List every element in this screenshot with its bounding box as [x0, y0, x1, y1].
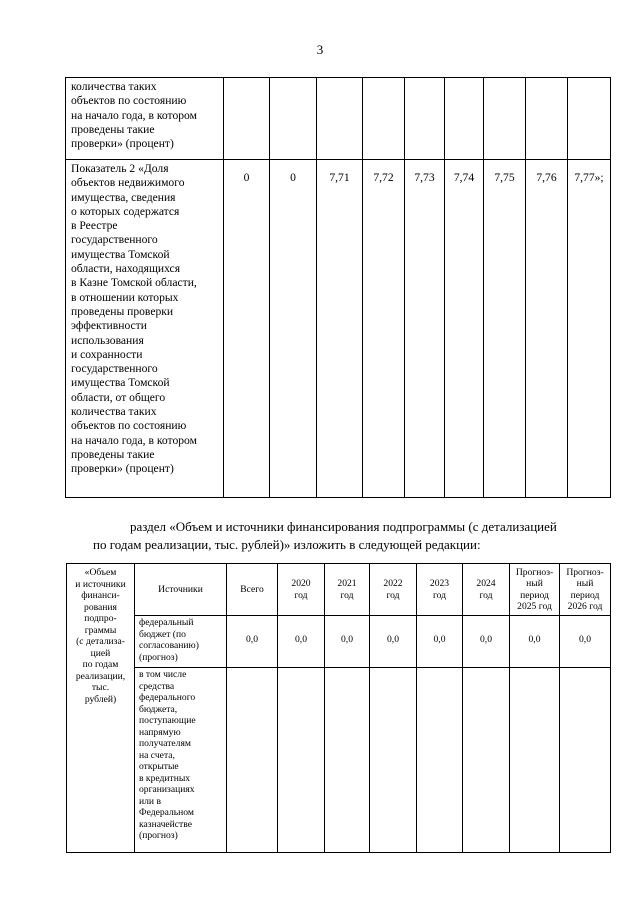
- label-line: объектов по состоянию: [71, 419, 187, 433]
- source-line: федеральный: [139, 617, 194, 628]
- header-line: 2026 год: [567, 601, 603, 612]
- value-cell: 7,75: [484, 160, 526, 498]
- header-line: ный: [576, 578, 594, 589]
- value-cell: 0,0: [370, 616, 417, 668]
- empty-cell: [227, 668, 278, 853]
- empty-cell: [405, 78, 445, 160]
- label-line: проверки» (процент): [71, 137, 174, 151]
- source-line: открытые: [139, 761, 179, 772]
- empty-cell: [568, 78, 611, 160]
- empty-cell: [560, 668, 611, 853]
- source-line: поступающие: [139, 715, 196, 726]
- source-line: Федеральном: [139, 807, 194, 818]
- label-line: в Реестре: [71, 219, 118, 233]
- label-line: реализации,: [75, 670, 126, 682]
- label-line: рублей): [84, 693, 117, 705]
- value-cell: 0: [270, 160, 317, 498]
- label-line: государственного: [71, 233, 158, 247]
- indicator-label-cell: [66, 78, 224, 160]
- value-cell: 7,71: [317, 160, 363, 498]
- table-row: [67, 668, 611, 853]
- empty-cell: [463, 668, 510, 853]
- source-line: или в: [139, 795, 161, 807]
- header-line: год: [294, 589, 308, 601]
- header-line: год: [386, 589, 400, 601]
- label-line: о которых содержатся: [71, 204, 180, 218]
- label-line: рования: [84, 601, 117, 613]
- label-line: граммы: [84, 624, 117, 636]
- paragraph-line: раздел «Объем и источники финансирования подпрограммы (с детализацией: [130, 519, 557, 534]
- source-line: в кредитных: [139, 772, 191, 784]
- empty-cell: [484, 78, 526, 160]
- label-line: «Объем: [84, 567, 117, 578]
- paragraph-line: по годам реализации, тыс. рублей)» изложить в следующей редакции:: [93, 537, 481, 552]
- header-line: год: [479, 589, 493, 601]
- label-line: на начало года, в котором: [71, 108, 197, 122]
- source-cell: [135, 616, 227, 668]
- header-line: 2021: [337, 578, 357, 589]
- label-line: Показатель 2 «Доля: [71, 162, 169, 175]
- value-cell: 0,0: [417, 616, 463, 668]
- empty-cell: [417, 668, 463, 853]
- value-cell: 7,76: [526, 160, 568, 498]
- label-line: в Казне Томской области,: [71, 276, 197, 290]
- source-line: получателям: [139, 738, 191, 749]
- source-line: (прогноз): [139, 830, 178, 841]
- value-cell: 0,0: [463, 616, 510, 668]
- label-line: объектов недвижимого: [71, 176, 185, 190]
- value-cell: 0,0: [560, 616, 611, 668]
- table-header-row: [67, 564, 611, 616]
- source-cell: [135, 668, 227, 853]
- source-line: казначействе: [139, 818, 192, 830]
- label-line: государственного: [71, 362, 158, 376]
- table-row: [66, 160, 611, 498]
- header-line: период: [570, 589, 600, 601]
- label-line: проведены такие: [71, 122, 155, 136]
- indicator-label-cell: [66, 160, 224, 498]
- empty-cell: [325, 668, 370, 853]
- source-line: согласованию): [139, 640, 199, 651]
- label-line: подпро-: [84, 613, 117, 624]
- label-line: имущества Томской: [71, 376, 170, 390]
- source-line: бюджет (по: [139, 628, 186, 640]
- value-cell: 7,73: [405, 160, 445, 498]
- empty-cell: [270, 78, 317, 160]
- header-2023: [417, 564, 463, 616]
- empty-cell: [363, 78, 405, 160]
- table-row: [67, 616, 611, 668]
- value-cell: 0,0: [227, 616, 278, 668]
- value-cell: 0,0: [278, 616, 325, 668]
- empty-cell: [526, 78, 568, 160]
- value-cell: 0,0: [325, 616, 370, 668]
- label-line: на начало года, в котором: [71, 433, 197, 447]
- label-line: финанси-: [81, 590, 120, 601]
- indicators-table: [65, 77, 611, 498]
- source-line: на счета,: [139, 749, 175, 761]
- source-line: федерального: [139, 692, 196, 703]
- header-forecast-2025: [510, 564, 560, 616]
- label-line: объектов по состоянию: [71, 94, 187, 108]
- label-line: количества таких: [71, 405, 157, 419]
- label-line: количества таких: [71, 80, 157, 93]
- header-line: 2022: [383, 578, 403, 589]
- empty-cell: [224, 78, 270, 160]
- header-line: 2020: [291, 578, 311, 589]
- value-cell: 0: [224, 160, 270, 498]
- header-sources: Источники: [135, 564, 227, 616]
- label-line: цией: [90, 647, 111, 659]
- label-line: проверки» (процент): [71, 462, 174, 476]
- source-line: напрямую: [139, 726, 181, 738]
- value-cell: 7,77»;: [568, 160, 611, 498]
- header-forecast-2026: [560, 564, 611, 616]
- source-line: в том числе: [139, 669, 187, 680]
- empty-cell: [370, 668, 417, 853]
- header-line: 2023: [429, 578, 450, 589]
- label-line: использования: [71, 333, 144, 347]
- label-line: области, находящихся: [71, 262, 181, 276]
- page-number: 3: [316, 42, 324, 57]
- header-line: Прогноз-: [566, 566, 604, 578]
- label-line: (с детализа-: [76, 636, 125, 647]
- header-2020: [278, 564, 325, 616]
- label-line: по годам: [82, 659, 119, 670]
- source-line: средства: [139, 680, 175, 692]
- label-line: проведены такие: [71, 447, 155, 461]
- header-line: год: [432, 589, 447, 601]
- header-line: период: [520, 589, 549, 601]
- label-line: имущества Томской: [71, 247, 170, 261]
- empty-cell: [317, 78, 363, 160]
- header-line: 2024: [476, 578, 496, 589]
- value-cell: 7,74: [445, 160, 484, 498]
- empty-cell: [445, 78, 484, 160]
- label-line: имущества, сведения: [71, 190, 176, 204]
- header-total: Всего: [227, 564, 278, 616]
- header-2024: [463, 564, 510, 616]
- header-line: Прогноз-: [515, 566, 554, 578]
- header-2022: [370, 564, 417, 616]
- amendment-paragraph: [93, 518, 613, 554]
- header-line: год: [340, 589, 354, 601]
- label-line: и сохранности: [71, 347, 143, 361]
- source-line: (прогноз): [139, 651, 178, 663]
- table-row: [66, 78, 611, 160]
- header-line: 2025 год: [517, 601, 552, 612]
- value-cell: 0,0: [510, 616, 560, 668]
- label-line: эффективности: [71, 319, 147, 333]
- label-line: в отношении которых: [71, 290, 179, 304]
- financing-side-label: [67, 564, 135, 853]
- label-line: области, от общего: [71, 390, 166, 404]
- empty-cell: [278, 668, 325, 853]
- value-cell: 7,72: [363, 160, 405, 498]
- source-line: организациях: [139, 784, 195, 795]
- header-2021: [325, 564, 370, 616]
- source-line: бюджета,: [139, 703, 178, 715]
- label-line: и источники: [75, 578, 126, 590]
- financing-table: [66, 563, 611, 853]
- header-line: ный: [526, 578, 543, 589]
- label-line: проведены проверки: [71, 304, 174, 318]
- label-line: тыс.: [91, 682, 110, 693]
- empty-cell: [510, 668, 560, 853]
